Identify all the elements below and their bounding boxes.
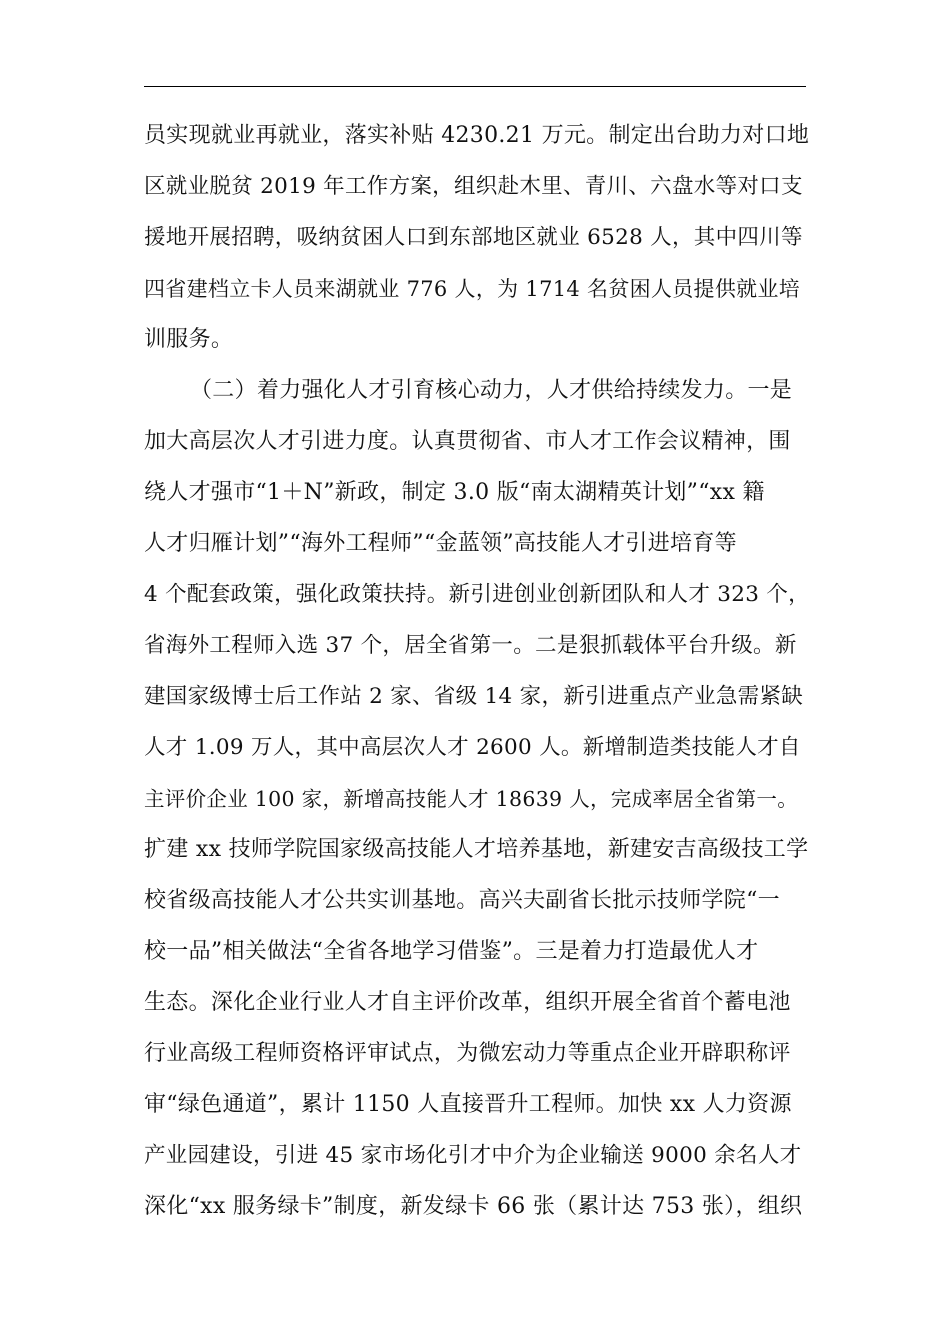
text-line: 员实现就业再就业，落实补贴 4230.21 万元。制定出台助力对口地 bbox=[144, 123, 810, 148]
text-line: 省海外工程师入选 37 个，居全省第一。二是狠抓载体平台升级。新 bbox=[144, 633, 797, 658]
text-line: 4 个配套政策，强化政策扶持。新引进创业创新团队和人才 323 个， bbox=[144, 582, 810, 607]
text-line: 生态。深化企业行业人才自主评价改革，组织开展全省首个蓄电池 bbox=[144, 990, 791, 1015]
text-line: 主评价企业 100 家，新增高技能人才 18639 人，完成率居全省第一。 bbox=[144, 787, 799, 811]
text-line: 校一品”相关做法“全省各地学习借鉴”。三是着力打造最优人才 bbox=[144, 939, 759, 964]
text-line: 人才归雁计划”“海外工程师”“金蓝领”高技能人才引进培育等 bbox=[144, 531, 737, 556]
text-line: 四省建档立卡人员来湖就业 776 人，为 1714 名贫困人员提供就业培 bbox=[144, 277, 801, 301]
text-line: 校省级高技能人才公共实训基地。高兴夫副省长批示技师学院“一 bbox=[144, 888, 780, 913]
text-line: 区就业脱贫 2019 年工作方案，组织赴木里、青川、六盘水等对口支 bbox=[144, 174, 803, 199]
text-line: 训服务。 bbox=[144, 327, 234, 352]
text-line: 人才 1.09 万人，其中高层次人才 2600 人。新增制造类技能人才自 bbox=[144, 735, 801, 760]
text-line: 援地开展招聘，吸纳贫困人口到东部地区就业 6528 人，其中四川等 bbox=[144, 225, 803, 250]
text-line: 建国家级博士后工作站 2 家、省级 14 家，新引进重点产业急需紧缺 bbox=[144, 684, 804, 709]
text-line: 绕人才强市“1＋N”新政，制定 3.0 版“南太湖精英计划”“xx 籍 bbox=[144, 480, 765, 505]
text-line: 审“绿色通道”，累计 1150 人直接晋升工程师。加快 xx 人力资源 bbox=[144, 1092, 792, 1117]
text-line: 产业园建设，引进 45 家市场化引才中介为企业输送 9000 余名人才 bbox=[144, 1143, 802, 1168]
text-line: 加大高层次人才引进力度。认真贯彻省、市人才工作会议精神，围 bbox=[144, 429, 791, 454]
text-line: 行业高级工程师资格评审试点，为微宏动力等重点企业开辟职称评 bbox=[144, 1041, 791, 1066]
text-line: 扩建 xx 技师学院国家级高技能人才培养基地，新建安吉高级技工学 bbox=[144, 837, 809, 862]
paragraph-first-line: （二）着力强化人才引育核心动力，人才供给持续发力。一是 bbox=[190, 378, 793, 403]
text-line: 深化“xx 服务绿卡”制度，新发绿卡 66 张（累计达 753 张），组织 bbox=[144, 1194, 803, 1219]
